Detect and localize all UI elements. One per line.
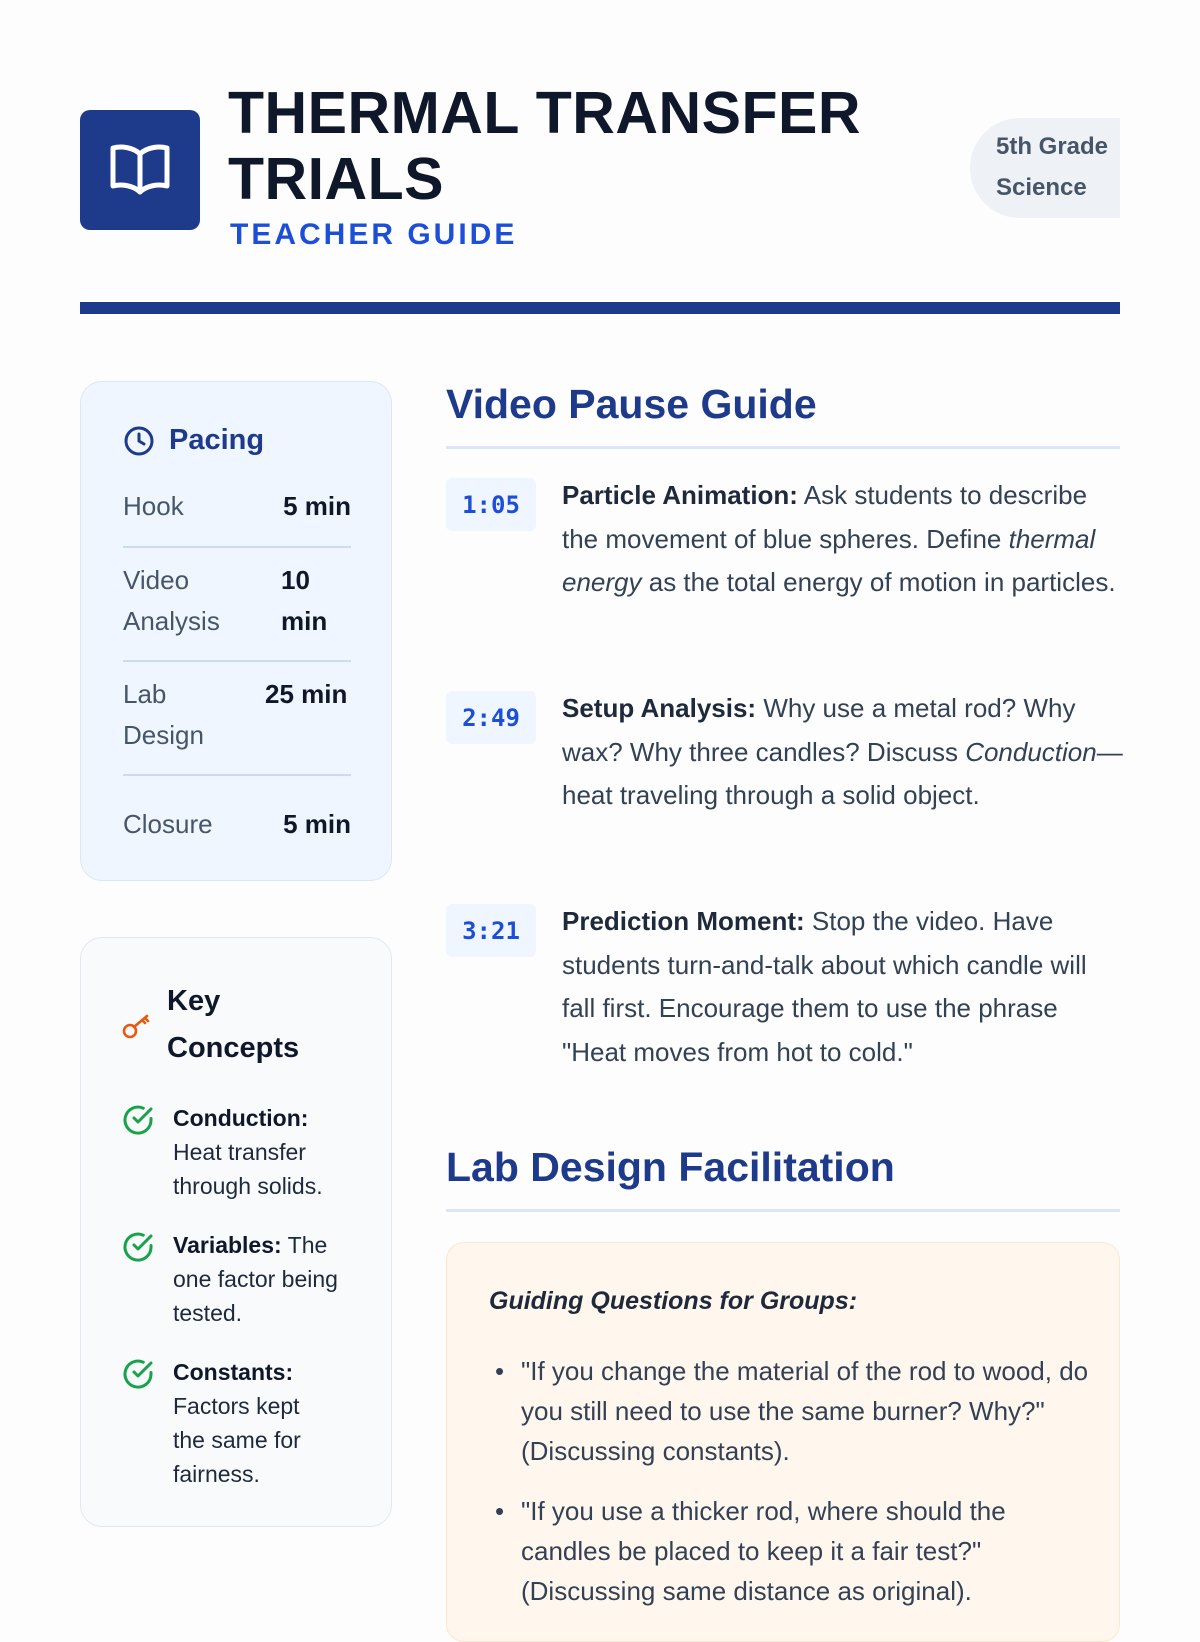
cue-text — [562, 900, 1124, 1074]
timestamp-badge: 3:21 — [446, 904, 536, 957]
pacing-row — [123, 560, 351, 642]
cue-heading: Prediction Moment: — [562, 906, 805, 936]
concept-desc: The one factor being tested. — [173, 1232, 338, 1326]
cue-heading: Particle Animation: — [562, 480, 798, 510]
concept-item — [121, 1355, 361, 1491]
grade-badge: 5th Grade Science — [970, 118, 1120, 218]
key-concepts-heading — [121, 978, 317, 1072]
guiding-question — [489, 1351, 1089, 1471]
question-text: "If you change the material of the rod to wood, do you still need to use the same burner? Why?" (Discussing constants). — [521, 1356, 1089, 1466]
cue-heading: Setup Analysis: — [562, 693, 757, 723]
check-circle-icon — [121, 1357, 155, 1391]
concept-desc: Heat transfer through solids. — [173, 1139, 323, 1199]
bullet-icon: • — [495, 1496, 505, 1526]
key-icon — [121, 1010, 151, 1040]
concept-term: Constants: — [173, 1359, 294, 1385]
open-book-icon — [109, 142, 171, 198]
header-divider — [80, 302, 1120, 314]
pacing-row — [123, 804, 351, 845]
concept-text — [173, 1228, 343, 1330]
section-divider — [446, 1209, 1120, 1212]
cue-body: as the total energy of motion in particles. — [648, 567, 1116, 597]
concept-term: Variables: — [173, 1232, 282, 1258]
cue-emphasis: thermal energy — [562, 523, 1096, 597]
concept-item — [121, 1101, 361, 1203]
pacing-row — [123, 486, 351, 527]
pacing-card — [80, 381, 392, 881]
pacing-row-value: 25 min — [265, 679, 348, 709]
pacing-divider — [123, 660, 351, 662]
concept-text — [173, 1101, 343, 1203]
pacing-row-label: Lab Design — [123, 679, 204, 750]
cue-body: —heat traveling through a solid object. — [562, 736, 1123, 810]
pacing-heading — [123, 424, 264, 457]
pacing-row — [123, 674, 351, 756]
section-divider — [446, 446, 1120, 449]
page-title: THERMAL TRANSFER TRIALS — [228, 80, 861, 212]
clock-icon — [123, 425, 155, 457]
cue-body: Why use a metal rod? Why wax? Why three candles? Discuss — [562, 693, 1076, 767]
pacing-row-label: Closure — [123, 809, 213, 839]
question-text: "If you use a thicker rod, where should the candles be placed to keep it a fair test?" (Discussing same distance as original). — [521, 1496, 1006, 1606]
cue-body: Stop the video. Have students turn-and-talk about which candle will fall first. Encourage them to use the phrase "Heat moves from hot to cold." — [562, 906, 1087, 1067]
logo — [80, 110, 200, 230]
concept-item — [121, 1228, 361, 1330]
pacing-row-value: 5 min — [283, 491, 351, 521]
guiding-question — [489, 1491, 1089, 1611]
cue-text — [562, 474, 1124, 605]
lab-design-title: Lab Design Facilitation — [446, 1144, 895, 1190]
pacing-row-value: 10 min — [281, 565, 328, 636]
check-circle-icon — [121, 1103, 155, 1137]
pacing-divider — [123, 546, 351, 548]
guiding-questions-title: Guiding Questions for Groups: — [489, 1287, 858, 1315]
video-guide-title: Video Pause Guide — [446, 381, 817, 427]
key-concepts-card — [80, 937, 392, 1527]
concept-term: Conduction: — [173, 1105, 309, 1131]
guiding-questions-list — [489, 1351, 1089, 1631]
pacing-divider — [123, 774, 351, 776]
page-header — [80, 80, 1120, 312]
concept-desc: Factors kept the same for fairness. — [173, 1393, 301, 1487]
bullet-icon: • — [495, 1356, 505, 1386]
key-concepts-title: Key Concepts — [167, 985, 300, 1064]
pacing-row-label: Video Analysis — [123, 565, 220, 636]
concept-text — [173, 1355, 323, 1491]
check-circle-icon — [121, 1230, 155, 1264]
timestamp-badge: 2:49 — [446, 691, 536, 744]
cue-text — [562, 687, 1124, 818]
pacing-title: Pacing — [169, 424, 265, 456]
cue-body: Ask students to describe the movement of blue spheres. Define — [562, 480, 1088, 554]
guiding-questions-box — [446, 1242, 1120, 1642]
pacing-row-label: Hook — [123, 491, 184, 521]
timestamp-badge: 1:05 — [446, 478, 536, 531]
pacing-row-value: 5 min — [283, 809, 351, 839]
cue-emphasis: Conduction — [965, 736, 1097, 767]
page-subtitle: TEACHER GUIDE — [230, 218, 518, 251]
